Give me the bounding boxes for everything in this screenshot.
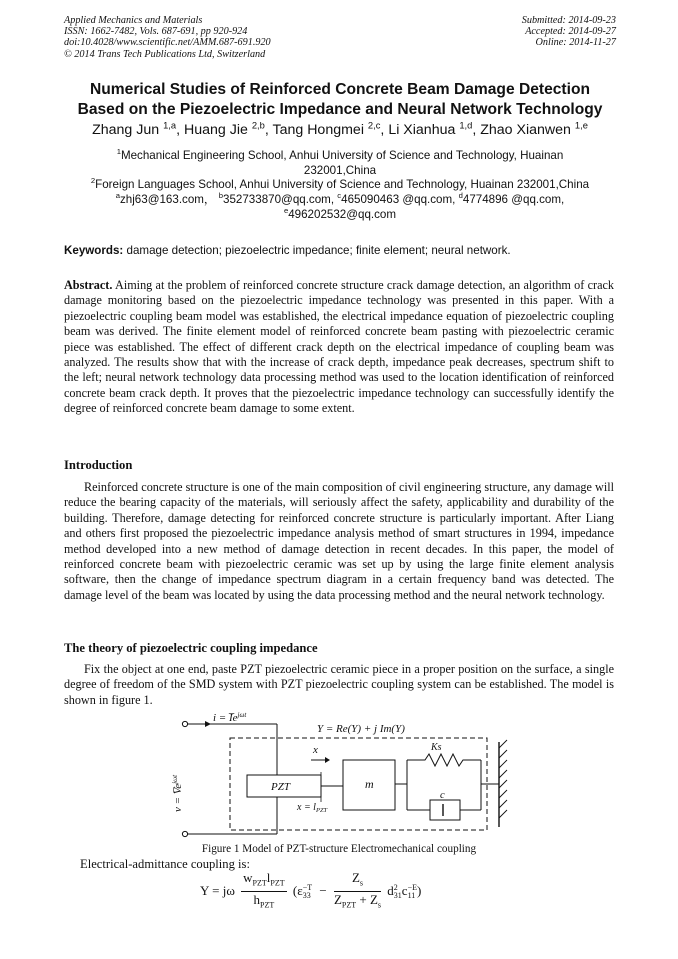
affiliation-1-line-1: Mechanical Engineering School, Anhui University of Science and Technology, Huainan bbox=[120, 149, 564, 162]
eq-minus: − bbox=[319, 883, 327, 899]
eq-symbol: c bbox=[401, 882, 408, 898]
eq-superscript: −T bbox=[302, 882, 313, 892]
eq-subscript: PZT bbox=[341, 900, 357, 910]
journal-doi[interactable]: doi:10.4028/www.scientific.net/AMM.687-691.920 bbox=[64, 37, 271, 49]
eq-superscript: −E bbox=[407, 882, 417, 892]
title-line-2: Based on the Piezoelectric Impedance and Neural Network Technology bbox=[77, 101, 603, 118]
date-accepted: Accepted: 2014-09-27 bbox=[525, 26, 616, 38]
wall-hatch bbox=[499, 790, 507, 798]
wall-hatch bbox=[499, 800, 507, 808]
wall-hatch bbox=[499, 760, 507, 768]
affiliation-marker: 1 bbox=[116, 147, 121, 157]
eq-symbol: h bbox=[253, 891, 261, 907]
eq-subscript: 33 bbox=[302, 890, 311, 900]
eq-symbol: l bbox=[266, 870, 271, 885]
author-name: Huang Jie bbox=[183, 122, 248, 138]
eq-symbol: (ε bbox=[292, 882, 303, 898]
keywords-label: Keywords: bbox=[64, 244, 124, 257]
date-online: Online: 2014-11-27 bbox=[535, 37, 616, 49]
spring-element bbox=[407, 754, 481, 766]
email-marker: b bbox=[218, 191, 224, 201]
email-marker: d bbox=[458, 191, 463, 201]
spring-label: Ks bbox=[431, 742, 442, 753]
email-c[interactable]: 465090463 @qq.com, bbox=[341, 193, 456, 206]
x-eq-label: $x = l_{PZT}$ bbox=[297, 802, 328, 814]
wall-hatch bbox=[499, 780, 507, 788]
terminal-bottom bbox=[182, 831, 187, 836]
email-b[interactable]: 352733870@qq.com, bbox=[223, 193, 335, 206]
x-label: x bbox=[313, 744, 318, 756]
current-label: $i = I̅e^{j\omega t}$ bbox=[213, 711, 247, 724]
keywords bbox=[64, 244, 511, 257]
eq-symbol: d bbox=[387, 882, 394, 898]
eq-fraction-geometry bbox=[241, 870, 286, 912]
keywords-text: damage detection; piezoelectric impedance; finite element; neural network. bbox=[126, 244, 511, 257]
current-arrow-icon bbox=[205, 721, 211, 727]
eq-subscript: PZT bbox=[270, 878, 285, 888]
paper-title bbox=[40, 80, 640, 120]
wall-hatch bbox=[499, 740, 507, 748]
eq-subscript: 31 bbox=[393, 890, 402, 900]
eq-lhs: Y = jω bbox=[200, 883, 235, 899]
eq-impedance-denominator bbox=[334, 892, 381, 913]
affiliation-1-line-2: 232001,China bbox=[303, 163, 377, 177]
abstract-text: Aiming at the problem of reinforced concrete structure crack damage detection, an algorithm of crack damage monitoring based on the piezoelectric impedance technology was presented in this paper. With a piezoelectric coupling beam model was established, the electrical impedance equation of piezoelectric coupling beam was derived. The finite element model of reinforced concrete beam pasting with piezoelectric ceramic piece was established. The effect of different crack depth on the electrical impedance of coupling beam was analyzed. The results show that with the increase of crack depth, impedance peak decreases, spectrum shift to the left; neural network technology data processing method was used to the location identification of reinforced concrete beam crack depth. It proves that the piezoelectric impedance technology can successfully identify the degree of reinforced concrete beam damage to some extent. bbox=[64, 278, 614, 416]
email-a[interactable]: zhj63@163.com， bbox=[119, 193, 216, 206]
author-emails bbox=[40, 193, 640, 222]
eq-fraction-numerator bbox=[241, 870, 286, 892]
eq-superscript: 2 bbox=[393, 882, 398, 892]
pzt-label: PZT bbox=[271, 781, 290, 793]
eq-symbol: ) bbox=[416, 882, 422, 898]
journal-header-left bbox=[64, 15, 271, 60]
x-arrow-icon bbox=[325, 757, 330, 763]
email-marker: a bbox=[115, 191, 120, 201]
wall-hatch bbox=[499, 750, 507, 758]
figure-1-caption: Figure 1 Model of PZT-structure Electromechanical coupling bbox=[201, 843, 477, 855]
admittance-label: Y = Re(Y) + j Im(Y) bbox=[317, 723, 405, 735]
voltage-label: $v = V̅e^{j\omega t}$ bbox=[171, 774, 184, 812]
eq-subscript: 11 bbox=[407, 890, 416, 900]
mass-label: m bbox=[365, 777, 374, 791]
fixed-wall bbox=[499, 740, 507, 827]
eq-subscript: PZT bbox=[260, 900, 275, 910]
introduction-heading: Introduction bbox=[64, 458, 133, 472]
abstract bbox=[64, 278, 614, 417]
eq-subscript: s bbox=[377, 900, 382, 910]
affiliation-marker: 2 bbox=[90, 176, 96, 186]
wall-hatch bbox=[499, 810, 507, 818]
eq-permittivity bbox=[293, 883, 312, 900]
wall-hatch bbox=[499, 770, 507, 778]
author-name: Zhao Xianwen bbox=[480, 122, 571, 138]
damper-label: c bbox=[440, 790, 445, 801]
email-d[interactable]: 4774896 @qq.com, bbox=[462, 193, 565, 206]
author-affiliation-marker: 1,d bbox=[459, 120, 473, 131]
author-name: Li Xianhua bbox=[388, 122, 456, 138]
eq-coupling-terms bbox=[387, 883, 421, 900]
damper-element bbox=[430, 800, 460, 820]
email-e[interactable]: 496202532@qq.com bbox=[288, 207, 397, 221]
eq-subscript: PZT bbox=[252, 878, 267, 888]
eq-impedance-fraction bbox=[334, 870, 381, 912]
eq-symbol: + Z bbox=[356, 891, 378, 907]
eq-subscript: s bbox=[359, 878, 364, 888]
journal-header-right bbox=[522, 15, 616, 49]
author-affiliation-marker: 1,e bbox=[574, 120, 588, 131]
eq-fraction-denominator bbox=[241, 892, 286, 913]
author-affiliation-marker: 2,b bbox=[251, 120, 265, 131]
author-name: Zhang Jun bbox=[92, 122, 160, 138]
theory-text: Fix the object at one end, paste PZT piezoelectric ceramic piece in a proper position on the surface, a single degree of freedom of the SMD system with PZT piezoelectric coupling system can be established. The model is shown in figure 1. bbox=[64, 662, 614, 707]
email-marker: e bbox=[283, 205, 289, 215]
eq-symbol: Z bbox=[333, 891, 342, 907]
author-affiliation-marker: 2,c bbox=[367, 120, 381, 131]
affiliation-1 bbox=[40, 149, 640, 178]
author-name: Tang Hongmei bbox=[272, 122, 364, 138]
author-affiliation-marker: 1,a bbox=[163, 120, 177, 131]
date-submitted: Submitted: 2014-09-23 bbox=[521, 15, 616, 26]
author-list: Zhang Jun $^{1,a}$, Huang Jie $^{2,b}$, Tang Hongmei $^{2,c}$, Li Xianhua $^{1,d}$, Zhao Xianwen $^{1,e}$ bbox=[92, 120, 588, 138]
journal-copyright: © 2014 Trans Tech Publications Ltd, Switzerland bbox=[64, 48, 266, 60]
title-line-1: Numerical Studies of Reinforced Concrete Beam Damage Detection bbox=[90, 81, 590, 98]
affiliation-2-text: Foreign Languages School, Anhui University of Science and Technology, Huainan 232001,China bbox=[95, 178, 590, 191]
introduction-text: Reinforced concrete structure is one of the main composition of civil engineering structure, any damage will reduce the bearing capacity of the materials, will seriously affect the safety, applicability and durability of the building. Therefore, damage detecting for reinforced concrete structure is particularly important. After Liang and others first proposed the piezoelectric impedance analysis method of smart structures in 1994, impedance method developed into a new method of damage detection in recent decades. In this paper, the model of reinforced concrete beam with piezoelectric ceramic was set up by using the large finite element analysis software, then the change of impedance spectrum diagram in a certain frequency band was detected. The damage level of the beam was located by using the data processing method and the neural network technology. bbox=[64, 480, 614, 602]
theory-heading: The theory of piezoelectric coupling impedance bbox=[64, 641, 318, 655]
abstract-label: Abstract. bbox=[64, 278, 113, 292]
figure-1-diagram bbox=[171, 711, 520, 844]
terminal-top bbox=[182, 721, 187, 726]
journal-name: Applied Mechanics and Materials bbox=[64, 15, 203, 26]
equation-lead: Electrical-admittance coupling is: bbox=[80, 857, 250, 871]
journal-issn: ISSN: 1662-7482, Vols. 687-691, pp 920-924 bbox=[64, 26, 248, 38]
eq-impedance-numerator bbox=[334, 870, 381, 892]
eq-symbol: Z bbox=[351, 870, 360, 885]
admittance-equation bbox=[200, 870, 421, 912]
eq-symbol: w bbox=[243, 870, 253, 885]
email-marker: c bbox=[337, 191, 342, 201]
